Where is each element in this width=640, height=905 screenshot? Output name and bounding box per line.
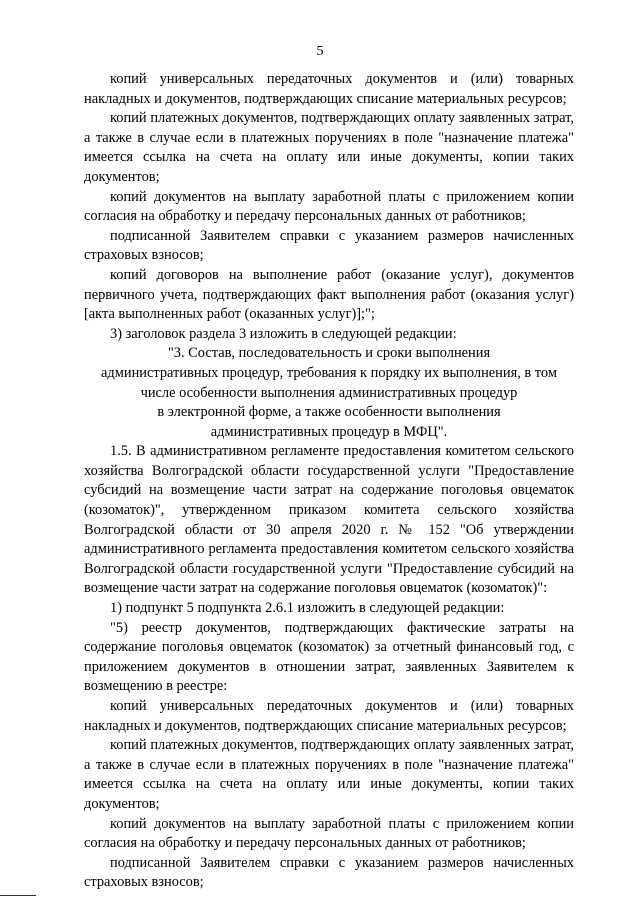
paragraph: 3) заголовок раздела 3 изложить в следующей редакции: [110,325,457,342]
paragraph: копий платежных документов, подтверждающих оплату заявленных затрат, а также в случае если в платежных поручениях в поле "назначение платежа" имеется ссылка на счета на оплату или иные документы, копии таких документов; [84,110,574,185]
paragraph: копий платежных документов, подтверждающих оплату заявленных затрат, а также в случае если в платежных поручениях в поле "назначение платежа" имеется ссылка на счета на оплату или иные документы, копии таких документов; [84,737,574,812]
document-body [84,70,574,893]
paragraph: 1.5. В административном регламенте предоставления комитетом сельского хозяйства Волгоградской области государственной услуги "Предоставление субсидий на возмещение части затрат на содержание поголовья овцематок (козоматок)", утвержденном приказом комитета сельского хозяйства Волгоградской области от 30 апреля 2020 г. № 152 "Об утверждении административного регламента предоставления комитетом сельского хозяйства Волгоградской области государственной услуги "Предоставление субсидий на возмещение части затрат на содержание поголовья овцематок (козоматок)": [84,443,574,597]
paragraph: копий универсальных передаточных документов и (или) товарных накладных и документов, подтверждающих списание материальных ресурсов; [84,698,574,734]
paragraph: копий договоров на выполнение работ (оказание услуг), документов первичного учета, подтверждающих факт выполнения работ (оказания услуг) [акта выполненных работ (оказанных услуг)];"; [84,266,574,323]
paragraph: подписанной Заявителем справки с указанием размеров начисленных страховых взносов; [84,854,574,891]
paragraph: копий универсальных передаточных документов и (или) товарных накладных и документов, подтверждающих списание материальных ресурсов; [84,71,574,107]
section-heading-line: "3. Состав, последовательность и сроки выполнения [167,345,491,362]
section-heading-line: числе особенности выполнения административных процедур [140,384,518,401]
section-heading-line: в электронной форме, а также особенности выполнения [157,404,501,421]
section-heading-line: административных процедур в МФЦ". [210,423,448,440]
paragraph: 1) подпункт 5 подпункта 2.6.1 изложить в следующей редакции: [110,600,505,617]
section-heading [84,344,574,442]
scan-edge-mark [0,895,36,896]
paragraph: "5) реестр документов, подтверждающих фактические затраты на содержание поголовья овцематок (козоматок) за отчетный финансовый год, с приложением документов в отношении затрат, заявленных Заявителем к возмещению в реестре: [84,619,574,695]
paragraph: подписанной Заявителем справки с указанием размеров начисленных страховых взносов; [84,227,574,264]
paragraph: копий документов на выплату заработной платы с приложением копии согласия на обработку и передачу персональных данных от работников; [84,815,574,852]
page-number: 5 [316,44,324,59]
paragraph: копий документов на выплату заработной платы с приложением копии согласия на обработку и передачу персональных данных от работников; [84,188,574,225]
section-heading-line: административных процедур, требования к порядку их выполнения, в том [101,364,557,381]
